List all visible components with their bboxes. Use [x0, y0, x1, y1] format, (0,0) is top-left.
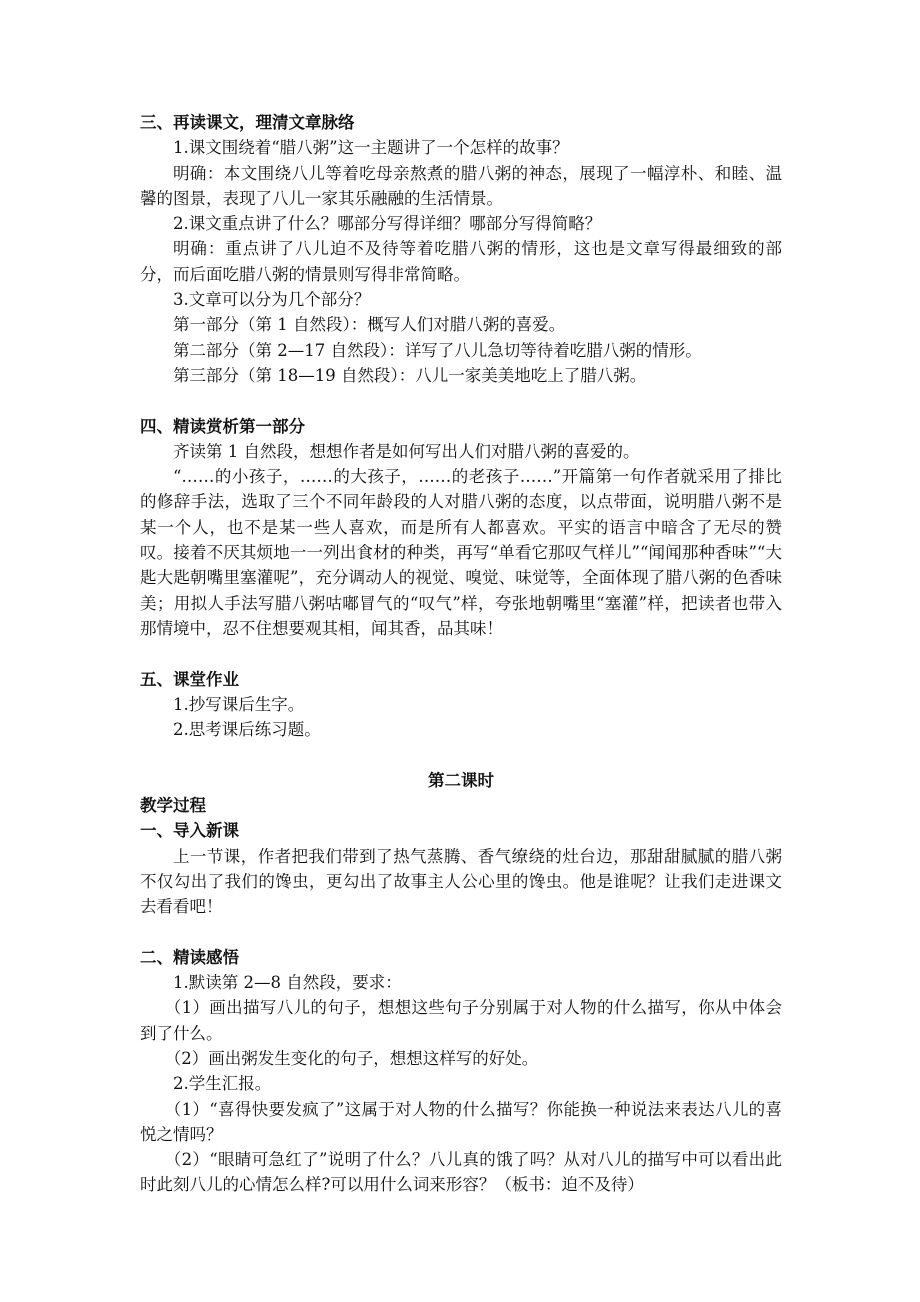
spacer — [140, 742, 782, 767]
document-page — [140, 110, 782, 1198]
paragraph: （1）画出描写八儿的句子，想想这些句子分别属于对人物的什么描写，你从中体会到了什么。 — [140, 998, 782, 1043]
paragraph: 1.课文围绕着“腊八粥”这一主题讲了一个怎样的故事？ — [173, 138, 569, 158]
section-heading-reading: 二、精读感悟 — [140, 947, 239, 967]
process-heading: 教学过程 — [140, 796, 206, 816]
section-heading-4: 四、精读赏析第一部分 — [140, 416, 305, 436]
spacer — [140, 920, 782, 945]
paragraph: 3.文章可以分为几个部分？ — [173, 290, 371, 310]
paragraph: 第二部分（第 2—17 自然段）：详写了八儿急切等待着吃腊八粥的情形。 — [173, 340, 702, 360]
paragraph: 2.学生汇报。 — [173, 1074, 272, 1094]
paragraph: 1.抄写课后生字。 — [173, 694, 305, 714]
section-heading-3: 三、再读课文，理清文章脉络 — [140, 113, 355, 132]
paragraph: 第三部分（第 18—19 自然段）：八儿一家美美地吃上了腊八粥。 — [173, 365, 647, 385]
paragraph: 明确：本文围绕八儿等着吃母亲熬煮的腊八粥的神态，展现了一幅淳朴、和睦、温馨的图景，表现了八儿一家其乐融融的生活情景。 — [140, 163, 782, 208]
paragraph: 2.思考课后练习题。 — [173, 720, 321, 740]
paragraph: “……的小孩子，……的大孩子，……的老孩子……”开篇第一句作者就采用了排比的修辞手法，选取了三个不同年龄段的人对腊八粥的态度，以点带面，说明腊八粥不是某一个人，也不是某一些人喜欢，而是所有人都喜欢。平实的语言中暗含了无尽的赞叹。接着不厌其烦地一一列出食材的种类，再写“单看它那叹气样儿”“闻闻那种香味”“大匙大匙朝嘴里塞灌呢”，充分调动人的视觉、嗅觉、味觉等，全面体现了腊八粥的色香味美；用拟人手法写腊八粥咕嘟冒气的“叹气”样，夸张地朝嘴里“塞灌”样，把读者也带入那情境中，忍不住想要观其相，闻其香，品其味！ — [140, 467, 782, 638]
section-heading-intro: 一、导入新课 — [140, 821, 239, 841]
paragraph: 明确：重点讲了八儿迫不及待等着吃腊八粥的情形，这也是文章写得最细致的部分，而后面吃腊八粥的情景则写得非常简略。 — [140, 239, 782, 284]
paragraph: （1）“喜得快要发疯了”这属于对人物的什么描写？你能换一种说法来表达八儿的喜悦之情吗？ — [140, 1099, 782, 1144]
paragraph: 齐读第 1 自然段，想想作者是如何写出人们对腊八粥的喜爱的。 — [173, 441, 640, 461]
paragraph: 第一部分（第 1 自然段）：概写人们对腊八粥的喜爱。 — [173, 315, 566, 335]
lesson-title: 第二课时 — [428, 770, 494, 790]
spacer — [140, 641, 782, 666]
spacer — [140, 388, 782, 413]
section-heading-5: 五、课堂作业 — [140, 669, 239, 689]
paragraph: 上一节课，作者把我们带到了热气蒸腾、香气缭绕的灶台边，那甜甜腻腻的腊八粥不仅勾出了我们的馋虫，更勾出了故事主人公心里的馋虫。他是谁呢？让我们走进课文去看看吧！ — [140, 846, 782, 917]
paragraph: 2.课文重点讲了什么？哪部分写得详细？哪部分写得简略？ — [173, 214, 602, 234]
paragraph: （2）画出粥发生变化的句子，想想这样写的好处。 — [164, 1048, 539, 1068]
paragraph: （2）“眼睛可急红了”说明了什么？八儿真的饿了吗？从对八儿的描写中可以看出此时此刻八儿的心情怎么样?可以用什么词来形容？（板书：迫不及待） — [140, 1150, 782, 1195]
paragraph: 1.默读第 2—8 自然段，要求： — [173, 973, 402, 993]
